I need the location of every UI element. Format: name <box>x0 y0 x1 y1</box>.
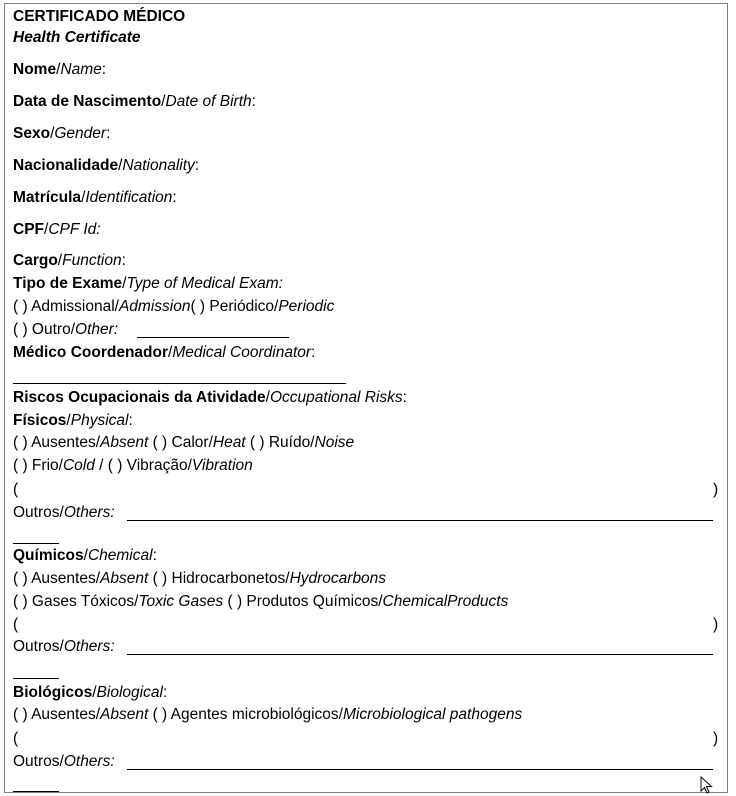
physical-absent-checkbox[interactable]: ( ) Ausentes/ <box>13 434 101 451</box>
name-label-en: Name <box>60 61 102 78</box>
physical-others-line[interactable] <box>127 520 713 521</box>
certificate-subtitle: Health Certificate <box>13 29 141 46</box>
biological-absent-checkbox[interactable]: ( ) Ausentes/ <box>13 706 101 723</box>
hydrocarbons-checkbox[interactable]: ( ) Hidrocarbonetos/ <box>148 570 290 587</box>
identification-label-en: Identification <box>85 189 173 206</box>
exam-type-heading: Tipo de Exame/Type of Medical Exam: <box>13 275 283 292</box>
chemical-others-line[interactable] <box>127 654 713 655</box>
cpf-field: CPF/CPF Id: <box>13 221 101 238</box>
function-label-pt: Cargo <box>13 252 58 269</box>
dob-field: Data de Nascimento/Date of Birth: <box>13 93 256 110</box>
heat-checkbox[interactable]: ( ) Calor/ <box>148 434 213 451</box>
chemical-absent-checkbox[interactable]: ( ) Ausentes/ <box>13 570 101 587</box>
biological-others-field: Outros/Others: <box>13 753 115 770</box>
mouse-pointer-icon <box>700 776 714 794</box>
chemical-others-field: Outros/Others: <box>13 638 115 655</box>
vibration-checkbox[interactable]: / ( ) Vibração/ <box>94 457 192 474</box>
chemical-paren-close: ) <box>713 616 719 633</box>
physical-paren-open: ( <box>13 481 19 498</box>
physical-others-field: Outros/Others: <box>13 504 115 521</box>
physical-heading: Físicos/Physical: <box>13 412 133 429</box>
nationality-label-en: Nationality <box>122 157 195 174</box>
coordinator-field: Médico Coordenador/Medical Coordinator: <box>13 344 316 361</box>
physical-options-row-1: ( ) Ausentes/Absent ( ) Calor/Heat ( ) Ruído/Noise <box>13 434 355 451</box>
physical-options-row-2: ( ) Frio/Cold / ( ) Vibração/Vibration <box>13 457 253 474</box>
biological-paren-close: ) <box>713 730 719 747</box>
chemical-others-line-end <box>13 678 59 679</box>
dob-label-pt: Data de Nascimento <box>13 93 162 110</box>
certificate-title: CERTIFICADO MÉDICO <box>13 8 186 25</box>
identification-field: Matrícula/Identification: <box>13 189 177 206</box>
microbiological-checkbox[interactable]: ( ) Agentes microbiológicos/ <box>148 706 343 723</box>
name-label-pt: Nome <box>13 61 57 78</box>
toxic-gases-checkbox[interactable]: ( ) Gases Tóxicos/ <box>13 593 139 610</box>
chemical-products-checkbox[interactable]: ( ) Produtos Químicos/ <box>223 593 383 610</box>
physical-paren-close: ) <box>713 481 719 498</box>
nationality-label-pt: Nacionalidade <box>13 157 119 174</box>
coordinator-line[interactable] <box>13 383 346 384</box>
name-field: Nome/Name: <box>13 61 107 78</box>
biological-others-line[interactable] <box>127 769 713 770</box>
chemical-paren-open: ( <box>13 616 19 633</box>
cold-checkbox[interactable]: ( ) Frio/ <box>13 457 63 474</box>
cpf-label-en: CPF Id: <box>48 221 101 238</box>
function-label-en: Function <box>62 252 122 269</box>
function-field: Cargo/Function: <box>13 252 126 269</box>
nationality-field: Nacionalidade/Nationality: <box>13 157 200 174</box>
periodic-checkbox[interactable]: ( ) Periódico/ <box>190 298 279 315</box>
biological-options-row: ( ) Ausentes/Absent ( ) Agentes microbiológicos/Microbiological pathogens <box>13 706 523 723</box>
chemical-options-row-1: ( ) Ausentes/Absent ( ) Hidrocarbonetos/Hydrocarbons <box>13 570 387 587</box>
other-checkbox[interactable]: ( ) Outro/ <box>13 321 76 338</box>
other-exam-line[interactable] <box>137 337 289 338</box>
chemical-options-row-2: ( ) Gases Tóxicos/Toxic Gases ( ) Produtos Químicos/ChemicalProducts <box>13 593 509 610</box>
exam-options-row-2: ( ) Outro/Other: <box>13 321 119 338</box>
gender-field: Sexo/Gender: <box>13 125 111 142</box>
dob-label-en: Date of Birth <box>165 93 252 110</box>
biological-others-line-end <box>13 791 59 792</box>
chemical-heading: Químicos/Chemical: <box>13 547 157 564</box>
cpf-label-pt: CPF <box>13 221 44 238</box>
noise-checkbox[interactable]: ( ) Ruído/ <box>245 434 315 451</box>
physical-others-line-end <box>13 543 59 544</box>
biological-heading: Biológicos/Biological: <box>13 684 168 701</box>
risks-heading: Riscos Ocupacionais da Atividade/Occupational Risks: <box>13 389 407 406</box>
gender-label-en: Gender <box>54 125 107 142</box>
admission-checkbox[interactable]: ( ) Admissional/ <box>13 298 119 315</box>
gender-label-pt: Sexo <box>13 125 51 142</box>
exam-options-row-1: ( ) Admissional/Admission( ) Periódico/Periodic <box>13 298 335 315</box>
identification-label-pt: Matrícula <box>13 189 82 206</box>
biological-paren-open: ( <box>13 730 19 747</box>
